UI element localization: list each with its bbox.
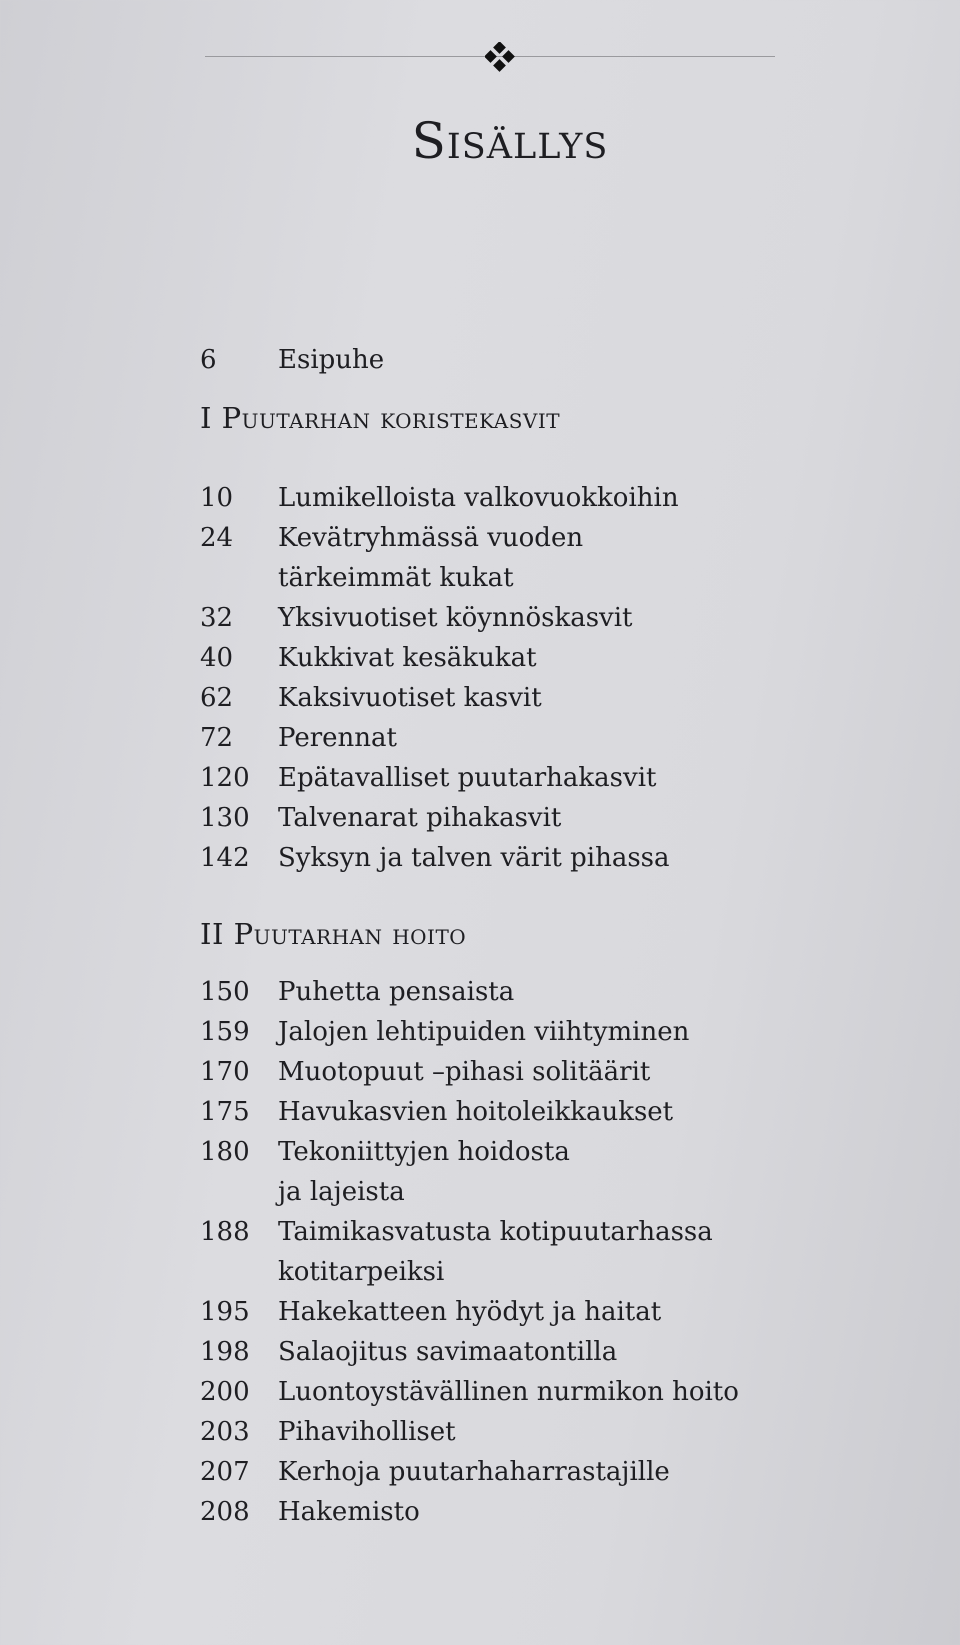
toc-entry <box>200 678 840 718</box>
toc-entry <box>200 798 840 838</box>
entry-title: Kerhoja puutarhaharrastajille <box>278 1457 670 1487</box>
entry-title: Luontoystävällinen nurmikon hoito <box>278 1377 739 1407</box>
entry-title: Pihaviholliset <box>278 1417 456 1447</box>
entry-title: Hakekatteen hyödyt ja haitat <box>278 1297 662 1327</box>
entry-title: Hakemisto <box>278 1497 420 1527</box>
page-number: 10 <box>200 483 234 513</box>
entry-title: Taimikasvatusta kotipuutarhassa <box>278 1217 713 1247</box>
page-number: 40 <box>200 643 234 673</box>
page-number: 195 <box>200 1297 250 1327</box>
page-number: 175 <box>200 1097 250 1127</box>
page-number: 6 <box>200 345 217 375</box>
entry-title: Kevätryhmässä vuoden <box>278 523 584 553</box>
toc-entry <box>200 478 840 518</box>
toc-entry <box>200 1052 840 1092</box>
toc-entry <box>200 598 840 638</box>
page-number: 120 <box>200 763 250 793</box>
entry-title: Esipuhe <box>278 345 385 375</box>
entry-title: Jalojen lehtipuiden viihtyminen <box>278 1017 690 1047</box>
entry-title: Syksyn ja talven värit pihassa <box>278 843 670 873</box>
toc-entry <box>200 1012 840 1052</box>
page-number: 62 <box>200 683 234 713</box>
toc-entry <box>200 838 840 878</box>
page-number: 198 <box>200 1337 250 1367</box>
page-number: 207 <box>200 1457 250 1487</box>
entry-title: Salaojitus savimaatontilla <box>278 1337 618 1367</box>
page-number: 72 <box>200 723 234 753</box>
page-number: 150 <box>200 977 250 1007</box>
toc-entry <box>200 1332 840 1372</box>
page-number: 200 <box>200 1377 250 1407</box>
entry-title: Epätavalliset puutarhakasvit <box>278 763 657 793</box>
entry-title: Talvenarat pihakasvit <box>278 803 562 833</box>
page-number: 24 <box>200 523 234 553</box>
entry-title-continuation: kotitarpeiksi <box>278 1257 445 1287</box>
entry-title: Kukkivat kesäkukat <box>278 643 537 673</box>
entry-title: Puhetta pensaista <box>278 977 515 1007</box>
toc-entry <box>200 1132 840 1172</box>
section-heading: I Puutarhan koristekasvit <box>200 401 561 435</box>
entry-title-continuation: tärkeimmät kukat <box>278 563 514 593</box>
page-number: 170 <box>200 1057 250 1087</box>
diamond-cluster-icon <box>485 42 515 72</box>
entry-title: Perennat <box>278 723 397 753</box>
toc-entry <box>200 1212 840 1252</box>
page-number: 32 <box>200 603 234 633</box>
entry-title: Muotopuut –pihasi solitäärit <box>278 1057 651 1087</box>
page-number: 130 <box>200 803 250 833</box>
page-number: 180 <box>200 1137 250 1167</box>
toc-entry <box>200 758 840 798</box>
toc-entry <box>200 1292 840 1332</box>
toc-entry <box>200 518 840 558</box>
entry-title: Yksivuotiset köynnöskasvit <box>278 603 633 633</box>
page-number: 208 <box>200 1497 250 1527</box>
toc-entry <box>200 340 840 380</box>
toc-entry <box>200 1412 840 1452</box>
toc-entry <box>200 1372 840 1412</box>
entry-title: Lumikelloista valkovuokkoihin <box>278 483 679 513</box>
table-of-contents <box>200 340 840 1532</box>
page-number: 142 <box>200 843 250 873</box>
entry-title: Havukasvien hoitoleikkaukset <box>278 1097 674 1127</box>
page-number: 203 <box>200 1417 250 1447</box>
toc-entry <box>200 1092 840 1132</box>
entry-title-continuation: ja lajeista <box>278 1177 405 1207</box>
toc-entry <box>200 1492 840 1532</box>
toc-entry <box>200 972 840 1012</box>
page-number: 188 <box>200 1217 250 1247</box>
page-number: 159 <box>200 1017 250 1047</box>
entry-title: Tekoniittyjen hoidosta <box>278 1137 570 1167</box>
toc-entry <box>200 638 840 678</box>
page-title: Sisällys <box>411 112 609 170</box>
toc-entry <box>200 718 840 758</box>
section-heading: II Puutarhan hoito <box>200 917 467 951</box>
entry-title: Kaksivuotiset kasvit <box>278 683 542 713</box>
toc-entry <box>200 1452 840 1492</box>
